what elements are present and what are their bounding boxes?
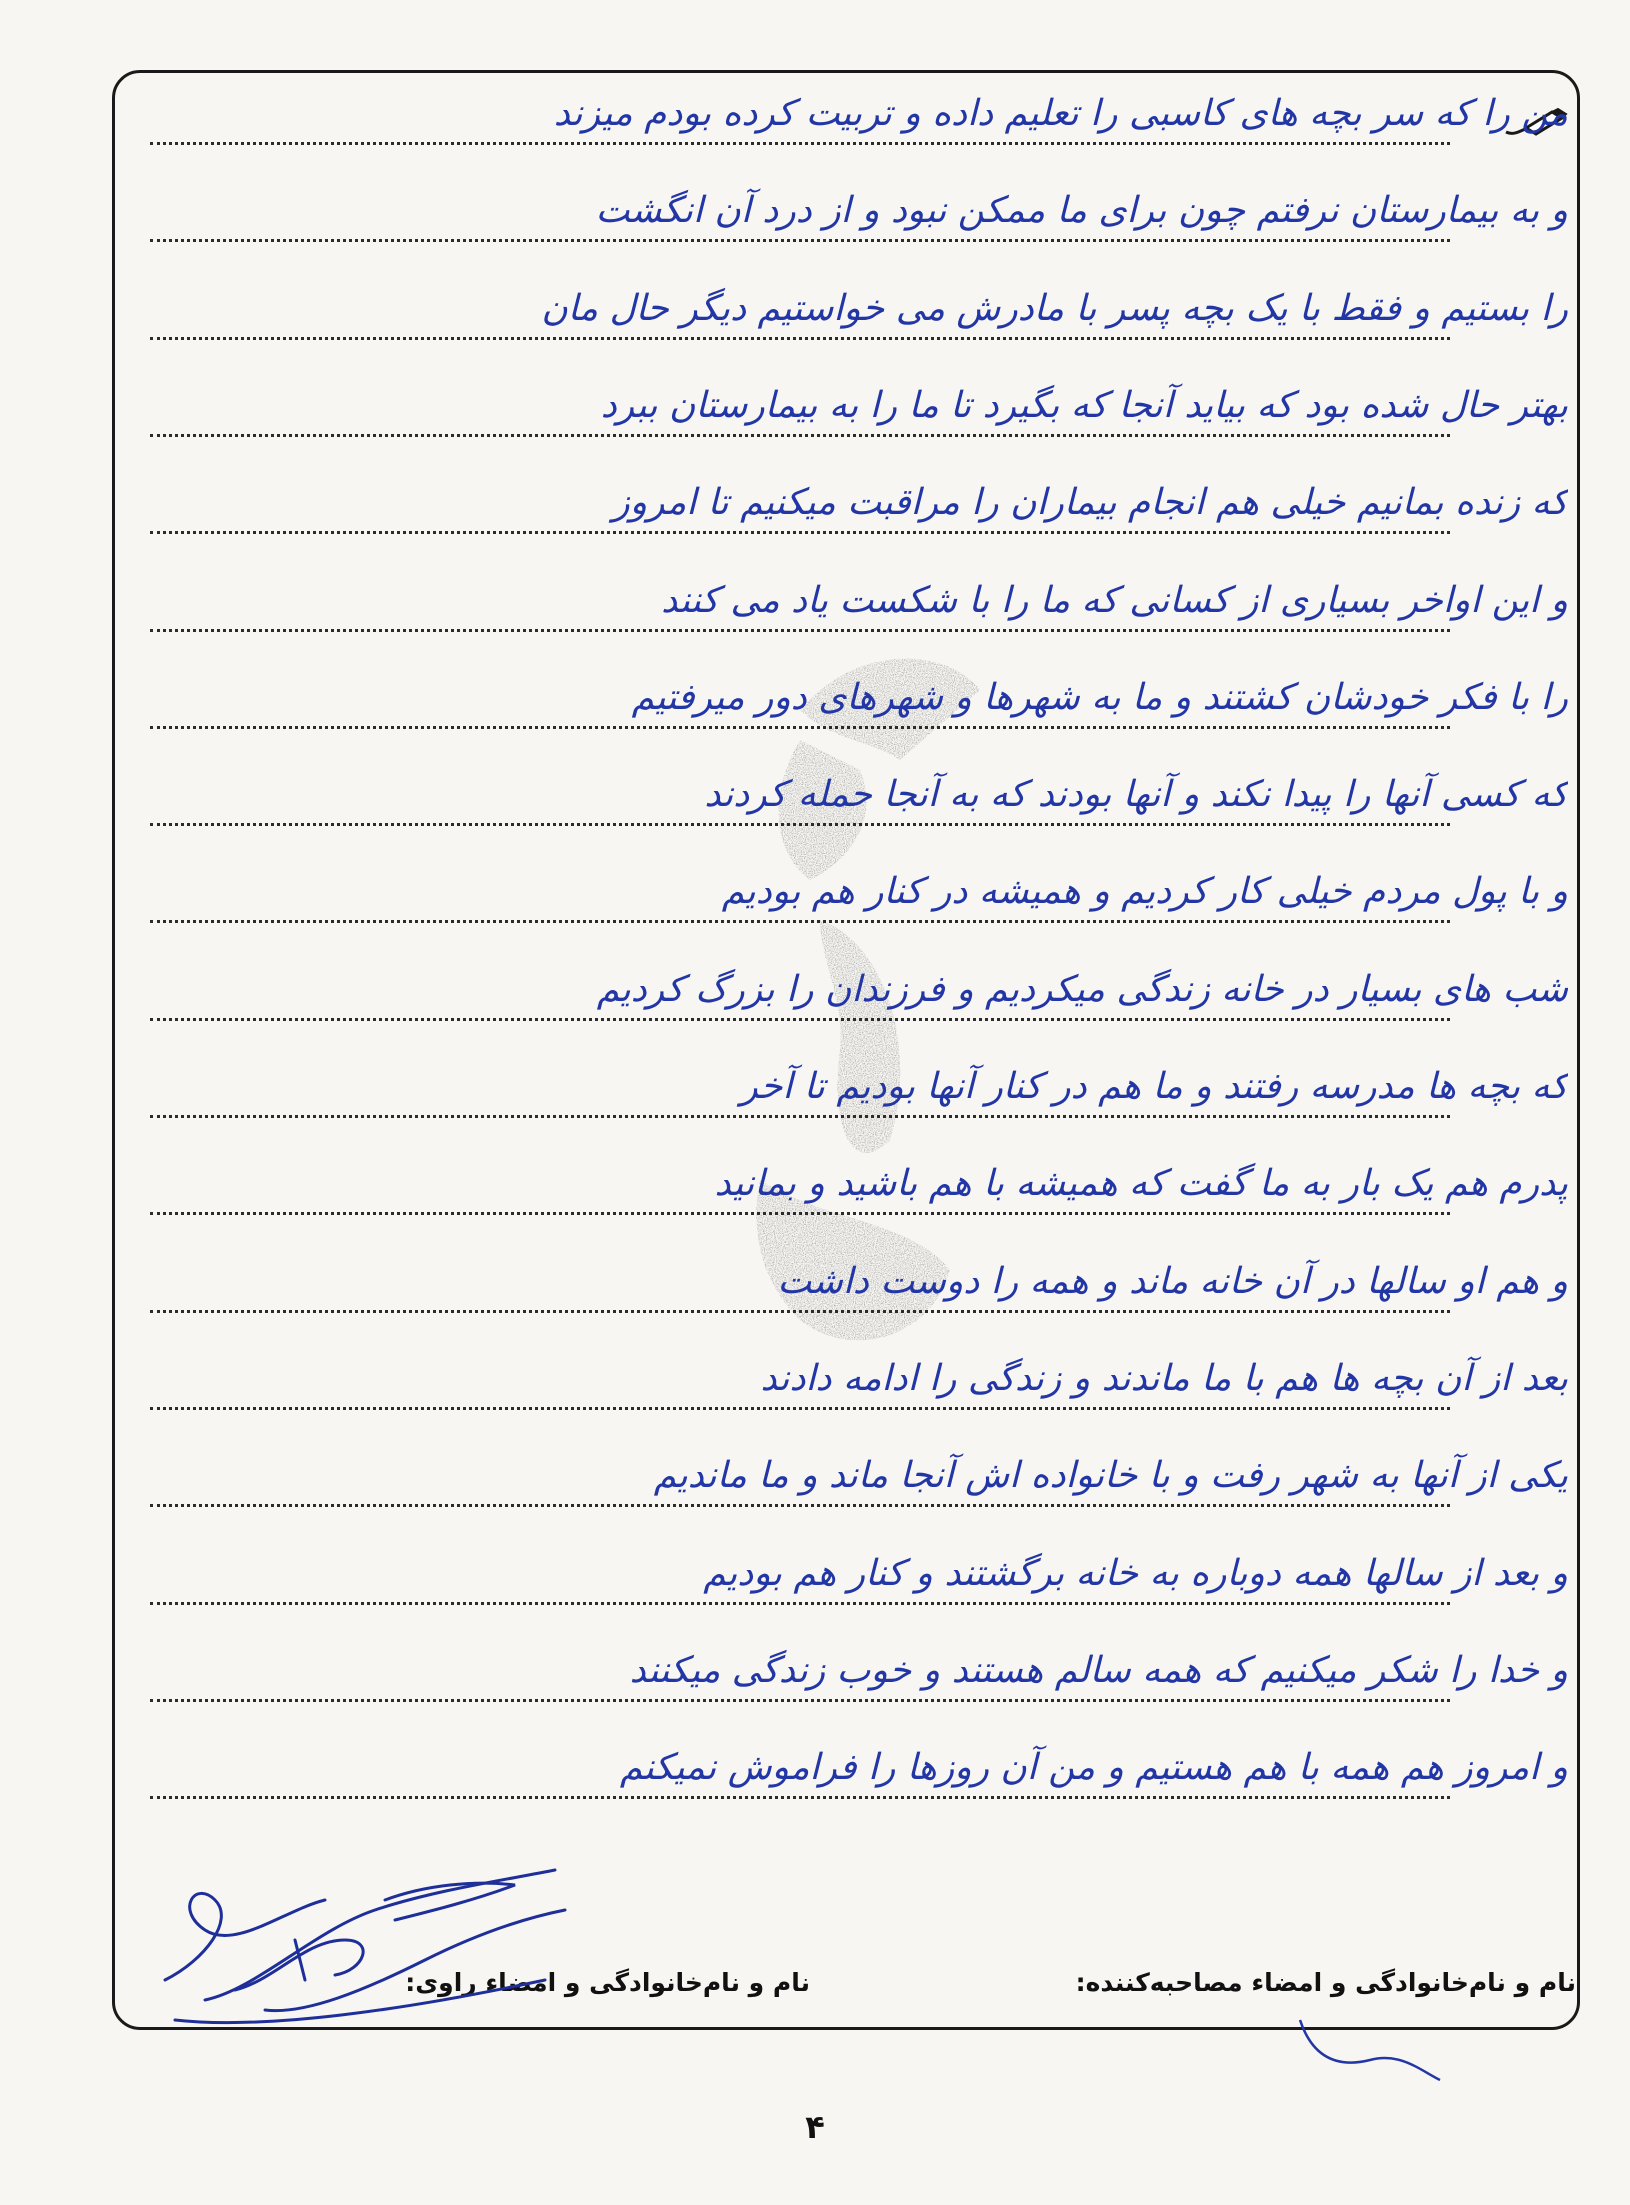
ink-stroke: [1290, 2010, 1450, 2090]
page-number: ۴: [805, 2108, 825, 2146]
handwritten-line: یکی از آنها به شهر رفت و با خانواده اش آنجا ماند و ما ماندیم: [653, 1455, 1568, 1496]
ruled-line: [150, 1602, 1450, 1605]
ruled-line: [150, 1115, 1450, 1118]
handwritten-line: بعد از آن بچه ها هم با ما ماندند و زندگی را ادامه دادند: [760, 1358, 1568, 1399]
ruled-line: [150, 1310, 1450, 1313]
ruled-line: [150, 1796, 1450, 1799]
ruled-line: [150, 239, 1450, 242]
handwritten-line: شب های بسیار در خانه زندگی میکردیم و فرزندان را بزرگ کردیم: [596, 969, 1568, 1010]
handwritten-line: پدرم هم یک بار به ما گفت که همیشه با هم باشید و بمانید: [714, 1163, 1568, 1204]
handwritten-line: را بستیم و فقط با یک بچه پسر با مادرش می خواستیم دیگر حال مان: [541, 288, 1568, 329]
handwritten-line: را با فکر خودشان کشتند و ما به شهرها و شهرهای دور میرفتیم: [631, 677, 1568, 718]
handwritten-line: و این اواخر بسیاری از کسانی که ما را با شکست یاد می کنند: [661, 580, 1568, 621]
ruled-line: [150, 823, 1450, 826]
handwritten-line: که بچه ها مدرسه رفتند و ما هم در کنار آنها بودیم تا آخر: [740, 1066, 1568, 1107]
narrator-signature-label: نام و نام‌خانوادگی و امضاء راوی:: [405, 1968, 810, 1997]
ruled-line: [150, 920, 1450, 923]
handwritten-line: که کسی آنها را پیدا نکند و آنها بودند که به آنجا حمله کردند: [704, 774, 1568, 815]
ruled-line: [150, 629, 1450, 632]
ruled-line: [150, 434, 1450, 437]
ruled-line: [150, 142, 1450, 145]
interviewer-signature-label: نام و نام‌خانوادگی و امضاء مصاحبه‌کننده:: [1075, 1968, 1576, 1997]
ruled-line: [150, 1699, 1450, 1702]
handwritten-line: من را که سر بچه های کاسبی را تعلیم داده و تربیت کرده بودم میزند: [553, 93, 1568, 134]
ruled-line: [150, 1407, 1450, 1410]
ruled-line: [150, 1212, 1450, 1215]
ruled-line: [150, 1504, 1450, 1507]
handwritten-line: و بعد از سالها همه دوباره به خانه برگشتند و کنار هم بودیم: [703, 1553, 1568, 1594]
ruled-line: [150, 726, 1450, 729]
handwritten-line: و به بیمارستان نرفتم چون برای ما ممکن نبود و از درد آن انگشت: [595, 190, 1568, 231]
ruled-line: [150, 531, 1450, 534]
handwritten-line: بهتر حال شده بود که بیاید آنجا که بگیرد تا ما را به بیمارستان ببرد: [600, 385, 1568, 426]
narrator-signature: [145, 1840, 595, 2040]
handwritten-line: و امروز هم همه با هم هستیم و من آن روزها را فراموش نمیکنم: [619, 1747, 1568, 1788]
handwritten-line: و با پول مردم خیلی کار کردیم و همیشه در کنار هم بودیم: [721, 871, 1568, 912]
ruled-line: [150, 337, 1450, 340]
handwritten-line: و خدا را شکر میکنیم که همه سالم هستند و خوب زندگی میکنند: [629, 1650, 1568, 1691]
ruled-line: [150, 1018, 1450, 1021]
handwritten-line: و هم او سالها در آن خانه ماند و همه را دوست داشت: [777, 1261, 1568, 1302]
handwritten-line: که زنده بمانیم خیلی هم انجام بیماران را مراقبت میکنیم تا امروز: [612, 482, 1568, 523]
